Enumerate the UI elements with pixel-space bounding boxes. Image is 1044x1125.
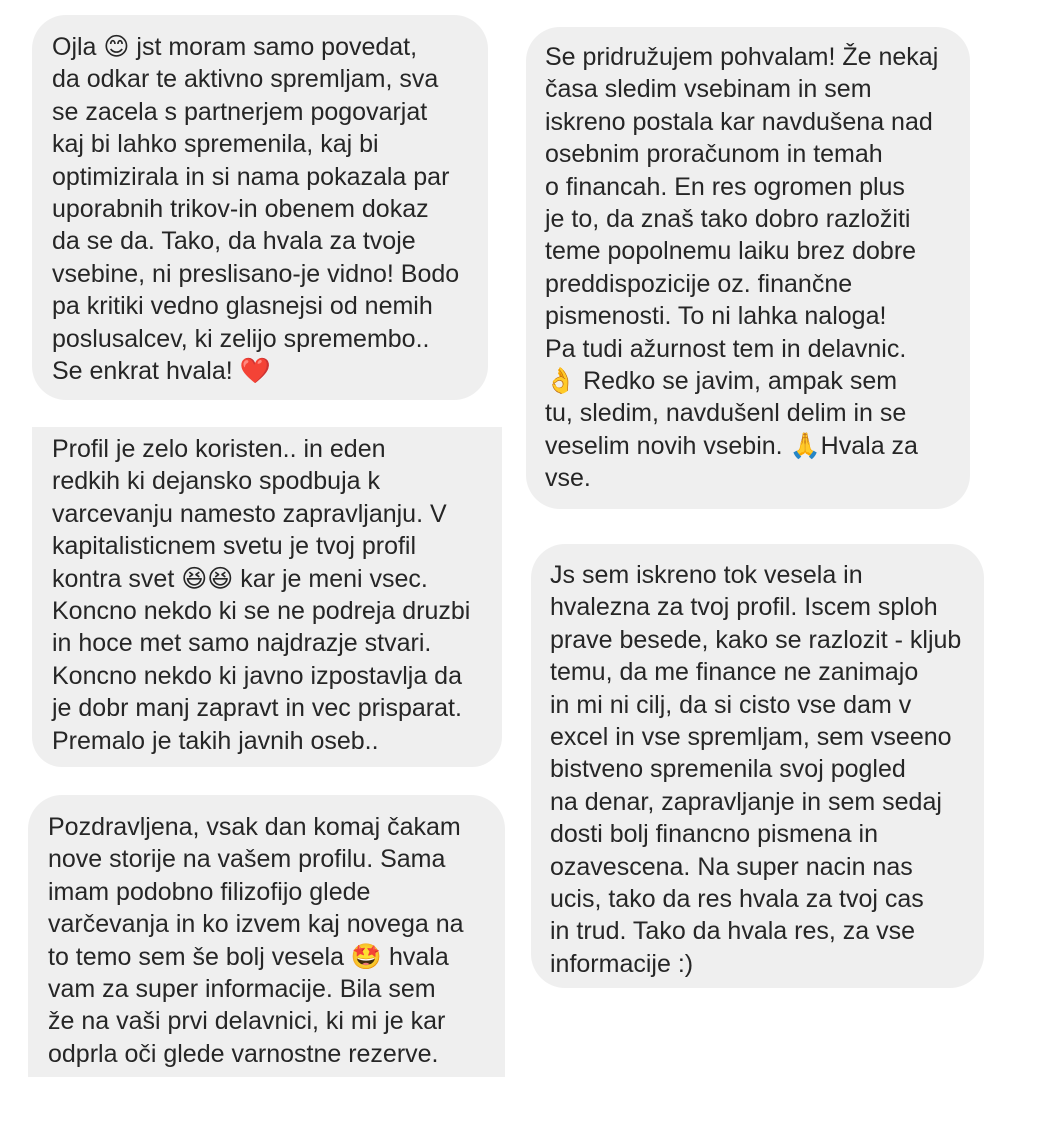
message-line: pismenosti. To ni lahka naloga!: [545, 302, 887, 331]
message-line: prave besede, kako se razlozit - kljub: [550, 625, 962, 654]
message-bubble-3: [28, 795, 505, 1077]
message-line: kapitalisticnem svetu je tvoj profil: [52, 532, 417, 561]
message-line: uporabnih trikov-in obenem dokaz: [52, 195, 429, 224]
message-line: in trud. Tako da hvala res, za vse: [550, 917, 916, 946]
message-line: Se enkrat hvala! ❤️: [52, 357, 271, 386]
message-line: Koncno nekdo ki se ne podreja druzbi: [52, 597, 471, 626]
message-line: in hoce met samo najdrazje stvari.: [52, 629, 432, 658]
message-line: preddispozicije oz. finančne: [545, 269, 853, 298]
message-line: na denar, zapravljanje in sem sedaj: [550, 787, 942, 816]
message-line: informacije :): [550, 949, 694, 978]
message-line: tu, sledim, navdušenl delim in se: [545, 399, 907, 428]
message-line: ozavescena. Na super nacin nas: [550, 852, 913, 881]
message-line: in mi ni cilj, da si cisto vse dam v: [550, 690, 912, 719]
message-line: Premalo je takih javnih oseb..: [52, 726, 379, 755]
message-line: kaj bi lahko spremenila, kaj bi: [52, 130, 379, 159]
message-line: imam podobno filizofijo glede: [48, 877, 371, 906]
message-bubble-1: [32, 15, 488, 400]
message-line: pa kritiki vedno glasnejsi od nemih: [52, 292, 433, 321]
message-line: vam za super informacije. Bila sem: [48, 975, 436, 1004]
message-line: hvalezna za tvoj profil. Iscem sploh: [550, 593, 938, 622]
message-bubble-4: [526, 27, 970, 509]
message-line: Profil je zelo koristen.. in eden: [52, 435, 386, 463]
message-line: varčevanja in ko izvem kaj novega na: [48, 910, 464, 939]
message-line: odprla oči glede varnostne rezerve.: [48, 1039, 439, 1068]
message-line: da odkar te aktivno spremljam, sva: [52, 65, 439, 94]
message-line: časa sledim vsebinam in sem: [545, 75, 872, 104]
message-line: Se pridružujem pohvalam! Že nekaj: [545, 43, 939, 71]
message-line: dosti bolj financno pismena in: [550, 820, 878, 849]
message-bubble-5: [531, 544, 984, 988]
message-line: Pozdravljena, vsak dan komaj čakam: [48, 813, 461, 841]
message-line: se zacela s partnerjem pogovarjat: [52, 97, 428, 126]
message-line: to temo sem še bolj vesela 🤩 hvala: [48, 942, 449, 971]
message-line: Koncno nekdo ki javno izpostavlja da: [52, 661, 462, 690]
message-line: vse.: [545, 464, 591, 493]
message-line: že na vaši prvi delavnici, ki mi je kar: [48, 1007, 446, 1036]
message-line: iskreno postala kar navdušena nad: [545, 107, 933, 136]
message-line: teme popolnemu laiku brez dobre: [545, 237, 917, 266]
message-line: je to, da znaš tako dobro razložiti: [545, 205, 911, 234]
message-line: Ojla 😊 jst moram samo povedat,: [52, 33, 418, 61]
message-line: 👌 Redko se javim, ampak sem: [545, 367, 898, 396]
message-line: osebnim proračunom in temah: [545, 140, 883, 169]
message-line: temu, da me finance ne zanimajo: [550, 658, 919, 687]
message-line: nove storije na vašem profilu. Sama: [48, 845, 446, 874]
message-line: kontra svet 😆😆 kar je meni vsec.: [52, 564, 428, 593]
message-line: redkih ki dejansko spodbuja k: [52, 467, 380, 496]
message-line: Pa tudi ažurnost tem in delavnic.: [545, 334, 907, 363]
message-line: poslusalcev, ki zelijo spremembo..: [52, 324, 430, 353]
message-line: optimizirala in si nama pokazala par: [52, 162, 450, 191]
message-line: excel in vse spremljam, sem vseeno: [550, 723, 952, 752]
message-line: varcevanju namesto zapravljanju. V: [52, 499, 447, 528]
message-line: da se da. Tako, da hvala za tvoje: [52, 227, 416, 256]
message-line: o financah. En res ogromen plus: [545, 172, 905, 201]
message-bubble-2: [32, 427, 502, 767]
message-line: ucis, tako da res hvala za tvoj cas: [550, 885, 924, 914]
message-line: Js sem iskreno tok vesela in: [550, 561, 863, 589]
message-line: bistveno spremenila svoj pogled: [550, 755, 906, 784]
message-line: vsebine, ni preslisano-je vidno! Bodo: [52, 259, 460, 288]
message-line: veselim novih vsebin. 🙏Hvala za: [545, 431, 918, 460]
message-line: je dobr manj zapravt in vec prisparat.: [52, 694, 462, 723]
